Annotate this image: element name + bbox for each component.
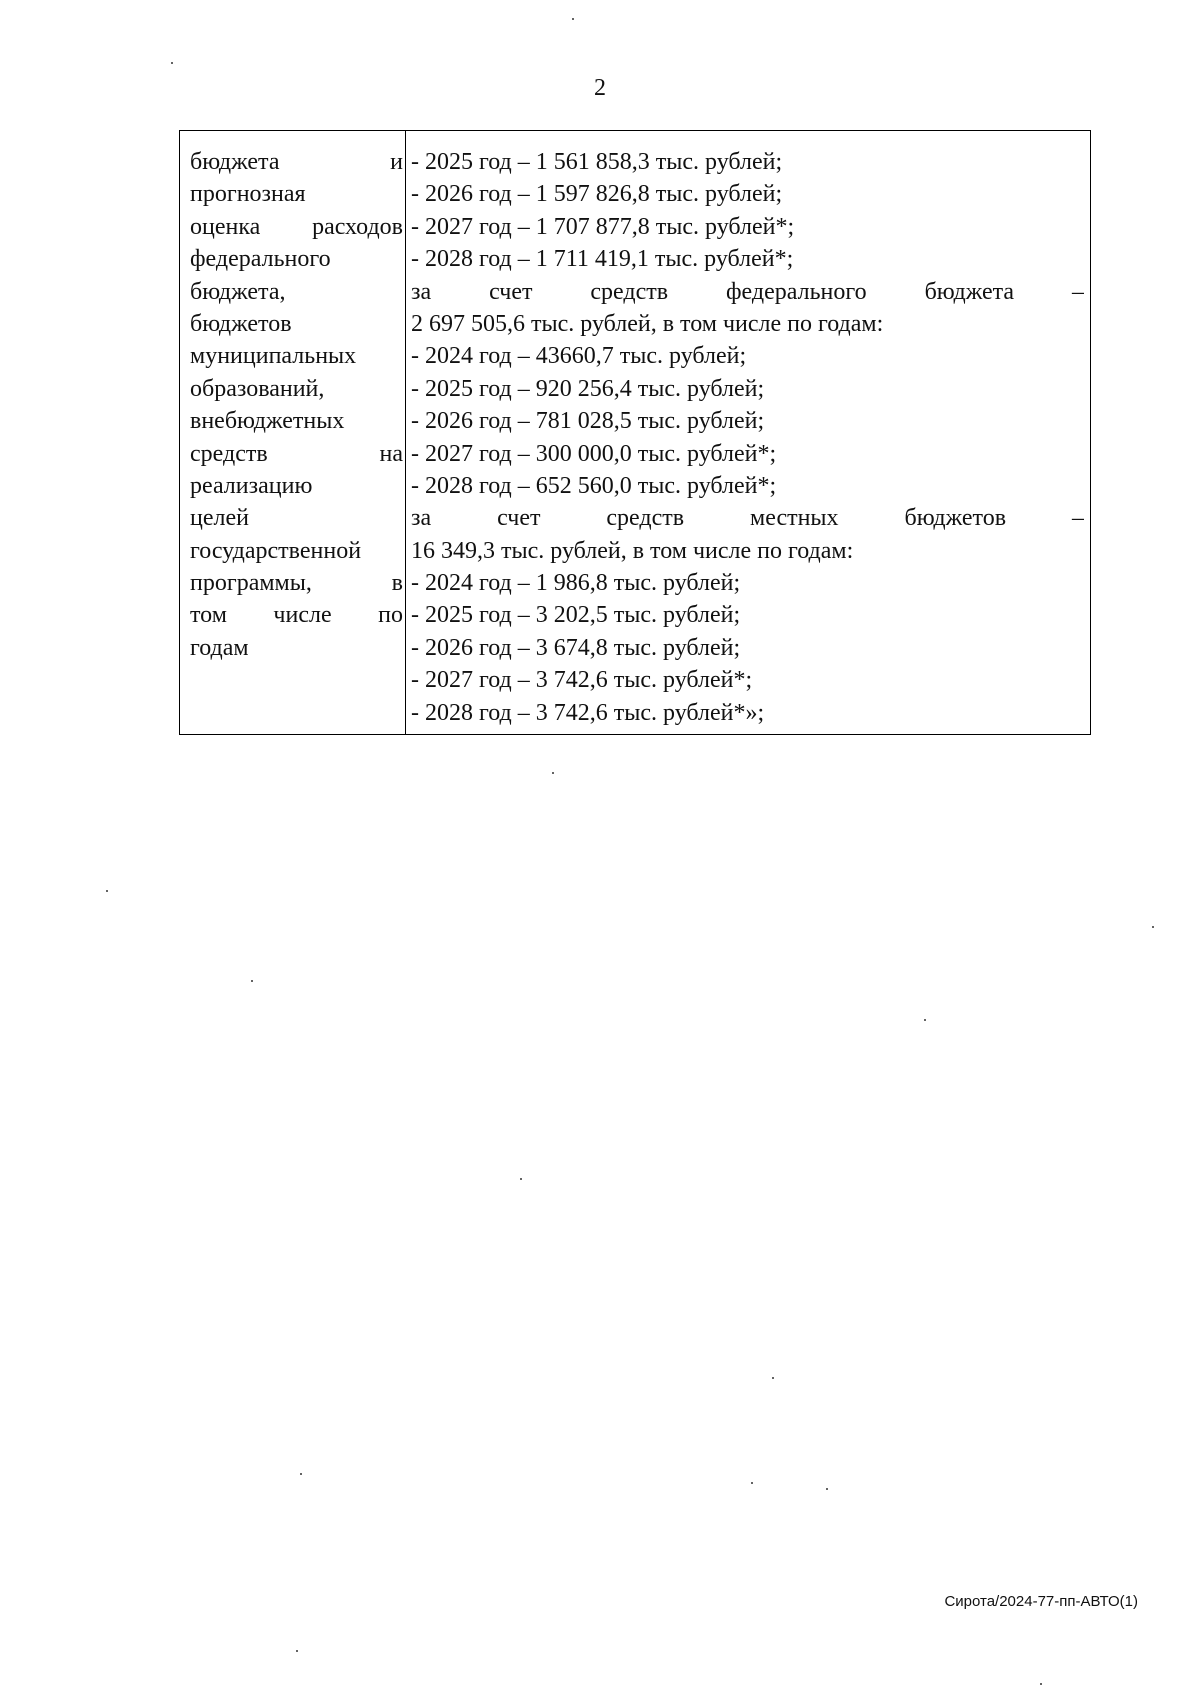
left-line: внебюджетных — [190, 408, 345, 435]
right-line: - 2028 год – 3 742,6 тыс. рублей*»; — [411, 699, 765, 726]
scan-speck — [1040, 1683, 1042, 1685]
left-line: том числе по — [190, 602, 403, 629]
right-line: за счет средств местных бюджетов – — [411, 505, 1084, 532]
scan-speck — [924, 1019, 926, 1021]
right-line: - 2025 год – 920 256,4 тыс. рублей; — [411, 375, 765, 402]
page-number: 2 — [594, 75, 606, 101]
scan-speck — [826, 1488, 828, 1490]
left-line: бюджетов — [190, 310, 292, 337]
right-line: - 2026 год – 781 028,5 тыс. рублей; — [411, 408, 765, 435]
right-line: - 2028 год – 1 711 419,1 тыс. рублей*; — [411, 246, 794, 273]
scan-speck — [572, 18, 574, 20]
left-line: государственной — [190, 537, 362, 564]
right-line: - 2024 год – 1 986,8 тыс. рублей; — [411, 570, 741, 597]
right-line: - 2027 год – 300 000,0 тыс. рублей*; — [411, 440, 777, 467]
table-right-column — [406, 131, 1090, 734]
left-line: бюджета, — [190, 278, 286, 305]
scan-speck — [296, 1650, 298, 1652]
footer-document-code: Сирота/2024-77-пп-АВТО(1) — [944, 1593, 1138, 1610]
right-line: - 2024 год – 43660,7 тыс. рублей; — [411, 343, 747, 370]
left-line: прогнозная — [190, 181, 306, 208]
left-line: программы, в — [190, 570, 403, 597]
scan-speck — [300, 1473, 302, 1475]
right-line: - 2027 год – 3 742,6 тыс. рублей*; — [411, 667, 753, 694]
left-line: реализацию — [190, 472, 313, 499]
scan-speck — [772, 1377, 774, 1379]
right-line: 2 697 505,6 тыс. рублей, в том числе по годам: — [411, 310, 884, 337]
right-line: - 2025 год – 1 561 858,3 тыс. рублей; — [411, 149, 783, 175]
right-line: - 2027 год – 1 707 877,8 тыс. рублей*; — [411, 213, 795, 240]
right-line: - 2028 год – 652 560,0 тыс. рублей*; — [411, 472, 777, 499]
right-line: - 2026 год – 3 674,8 тыс. рублей; — [411, 634, 741, 661]
right-line: 16 349,3 тыс. рублей, в том числе по годам: — [411, 537, 854, 564]
scan-speck — [520, 1178, 522, 1180]
scan-speck — [1152, 926, 1154, 928]
left-line: бюджета и — [190, 149, 403, 175]
right-line: - 2026 год – 1 597 826,8 тыс. рублей; — [411, 181, 783, 208]
left-line: целей — [190, 505, 249, 532]
right-line: за счет средств федерального бюджета – — [411, 278, 1084, 305]
left-line: оценка расходов — [190, 213, 403, 240]
scan-speck — [552, 772, 554, 774]
scan-speck — [106, 890, 108, 892]
left-line: муниципальных — [190, 343, 357, 370]
left-line: годам — [190, 634, 249, 661]
left-line: средств на — [190, 440, 403, 467]
right-line: - 2025 год – 3 202,5 тыс. рублей; — [411, 602, 741, 629]
budget-table — [179, 130, 1091, 735]
scan-speck — [251, 980, 253, 982]
left-line: образований, — [190, 375, 325, 402]
scan-speck — [751, 1482, 753, 1484]
table-left-column — [180, 131, 406, 734]
left-line: федерального — [190, 246, 331, 273]
scan-speck — [171, 62, 173, 64]
